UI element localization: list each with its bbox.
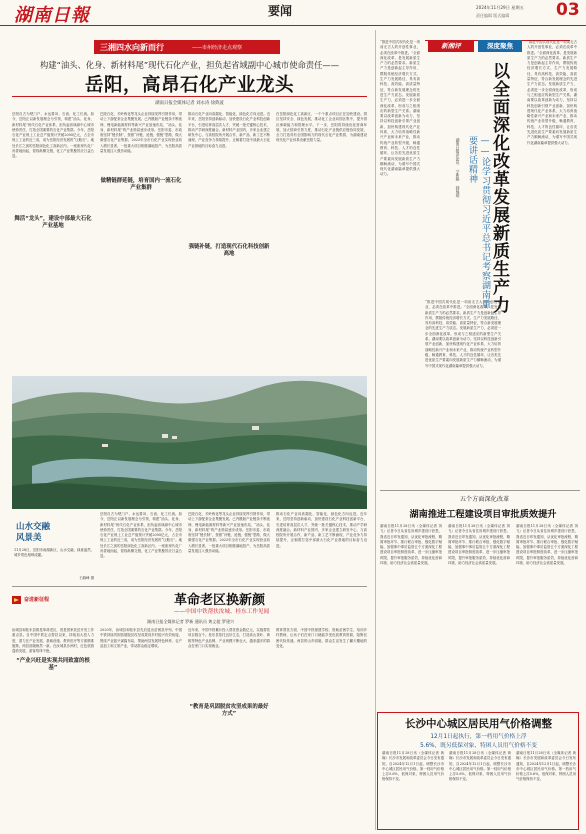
red-story-subhead-2: “教育是巩固脱贫攻坚成果的最好方式”: [188, 702, 270, 720]
lead-banner-subtitle: ——市州经济走点观察: [192, 44, 243, 51]
photo-adjacent-text-2: 巴陵石化、长岭炼化等龙头企业持续发挥引领作用，带动上下游配套企业集聚发展。己内酰胺产业链条不断延伸，锂电新能源材料等新兴产业加速布局，“油头、化身、新材料尾”的产业格局逐步成形。岳阳市委、市政府坚持“链长制”，按照“补链、延链、强链”思路，做大做强石化产业集群。2023年全市石化产业实现营业收入增长显著，一批重大项目相继落地投产，为岳阳高质量发展注入强劲动能。: [188, 512, 270, 554]
photo-credit: 石晓峰 摄: [79, 576, 94, 580]
landscape-photo: [12, 376, 367, 509]
feature-body-lower: “推进中国式现代化是一项前无古人的开创性事业，必须在改革中推进。”全面深化改革，是发展新质生产力的必然要求。新质生产力是创新起主导作用，摆脱传统经济增长方式、生产力发展路径，具有高科技、高效能、高质量特征，符合新发展理念的先进生产力质态。发展新质生产力，必须进一步全面深化改革，形成与之相适应的新型生产关系。湖南要以改革创新为动力，坚持以科技创新引领产业创新，加快构建现代化产业体系，大力培育战略性新兴产业和未来产业，推动传统产业转型升级，畅通教育、科技、人才的良性循环，让各类先进优质生产要素向发展新质生产力顺畅流动，为谱写中国式现代化湖南篇章提供强大动力。: [425, 300, 501, 368]
gas-price-subtitle-1: 12月1日起执行，第一档用气价格上浮: [430, 734, 527, 740]
gas-price-column-1: 湖南日报11月28日讯（全媒体记者 黄娴）长沙市发展和改革委员会今日发布通知，自2024年12月1日起，调整长沙市中心城区居民用气价格。第一档用气价格上浮5.6%，低保对象、特困人员用气价格保持不变。: [382, 751, 444, 782]
reform-column-2: 湖南日报11月28日讯（全媒体记者 刘飞）记者今日从省住房城乡建设厅获悉，我省近日印发通知，从优化审批流程、精简审批环节、推行联合审批、强化数字赋能、加强事中事后监管五个方面深化工程建设项目审批制度改革，进一步压缩审批时限，提升审批服务质效，持续优化营商环境，助力经济社会高质量发展。: [448, 524, 510, 566]
feature-tag-secondary: 深度聚焦: [478, 40, 522, 52]
lead-byline: 湖南日报全媒体记者 刘永涛 徐典波: [155, 101, 224, 106]
feature-tag-primary: 新湘评: [428, 40, 474, 52]
photo-caption-text: 11月28日，岳阳市南湖新区，山水交融，绿意盎然，城乡景色相映成趣。: [14, 548, 94, 558]
lead-column-4: 在岳阳绿色化工高新区，一个个重点项目正在加快建设。园区坚持安全、绿色发展，推动化工企业向园区集中，提升园区承载能力和管理水平。下一步，岳阳将持续优化营商环境，加大招商引资力度，推动石化产业链供应链协同发展，全力打造具有全国影响力的现代石化产业集群，为湖南建设现代化产业体系贡献岳阳力量。: [276, 112, 367, 143]
reform-column-3: 湖南日报11月28日讯（全媒体记者 刘飞）记者今日从省住房城乡建设厅获悉，我省近日印发通知，从优化审批流程、精简审批环节、推行联合审批、强化数字赋能、加强事中事后监管五个方面深化工程建设项目审批制度改革，进一步压缩审批时限，提升审批服务质效，持续优化营商环境，助力经济社会高质量发展。: [516, 524, 578, 566]
lead-column-1: 岳阳自古为楚门户、水运要冲，石油、化工长流。如今，岳阳正以新发展理念为引领，构建“油头、化身、新材料尾”现代石化产业体系，担负起省域副中心城市使命责任，打造全国重要的石化产业集群。今年，岳阳石化产业规上工业总产值预计突破2000亿元，占全市规上工业的近三成，成为岳阳经济发展的“压舱石”。地处长江之滨的岳阳绿色化工高新区内，一座座现代化厂房拔地而起，管线纵横交错，化工产业集聚效应日益凸显。: [12, 112, 94, 159]
photo-adjacent-text-1: 岳阳自古为楚门户、水运要冲，石油、化工长流。如今，岳阳正以新发展理念为引领，构建“油头、化身、新材料尾”现代石化产业体系，担负起省域副中心城市使命责任，打造全国重要的石化产业集群。今年，岳阳石化产业规上工业总产值预计突破2000亿元，占全市规上工业的近三成，成为岳阳经济发展的“压舱石”。地处长江之滨的岳阳绿色化工高新区内，一座座现代化厂房拔地而起，管线纵横交错，化工产业集聚效应日益凸显。: [100, 512, 182, 559]
red-story-column-3: 近年来，中国中铁累计投入帮扶资金数亿元，实施帮扶项目数百个。桂东县依托良好生态，打造高山茶叶、黄桃等特色产业品牌，产业规模不断壮大，越来越多的群众在家门口实现就业。: [188, 628, 270, 648]
lead-banner-title: 三湘四水向新而行: [100, 42, 164, 52]
red-story-byline: 湖南日报全媒体记者 罗新 通讯员 黄义超 罗建兴: [147, 619, 235, 624]
paper-name: 湖南日報: [14, 5, 90, 26]
photo-adjacent-text-3: 推动石化产业向高端化、智能化、绿色化方向迈进。近年来，岳阳坚持创新驱动，加快建设石化产业科技创新平台，引进培育高层次人才，突破一批关键核心技术，推动产学研深度融合。新材料产业园内，多家企业建立研发中心，与高校院所开展合作，新产品、新工艺不断涌现，产业竞争力持续提升，正朝着打造中部最大石化产业基地的目标奋力迈进。: [276, 512, 367, 548]
page-number: 03: [556, 0, 580, 20]
red-story-column-1: 汝城县和桂东县都是革命老区，曾是国家扶贫开发工作重点县。自中国中铁定点帮扶以来，持续加大投入力度，着力在产业发展、基础设施、教育医疗等方面精准施策，两县面貌焕然一新。在汝城县沙洲村，红色旅游蓬勃发展，游客络绎不绝。: [12, 628, 94, 654]
gas-price-column-3: 湖南日报11月28日讯（全媒体记者 黄娴）长沙市发展和改革委员会今日发布通知，自2024年12月1日起，调整长沙市中心城区居民用气价格。第一档用气价格上浮5.6%，低保对象、特困人员用气价格保持不变。: [516, 751, 576, 782]
red-story-column-4: 教育帮扶方面，中国中铁援建学校、资助贫困学生、培训乡村教师，让孩子们在家门口就能享受优质教育资源，阻断贫困代际传递。两县的山乡面貌、群众生活发生了翻天覆地的变化。: [276, 628, 367, 648]
column-divider-lower: [375, 490, 376, 830]
section-title: 要闻: [268, 4, 293, 18]
gas-price-headline: 长沙中心城区居民用气价格调整: [405, 718, 552, 730]
lead-rule: [12, 96, 367, 97]
reform-column-1: 湖南日报11月28日讯（全媒体记者 刘飞）记者今日从省住房城乡建设厅获悉，我省近日印发通知，从优化审批流程、精简审批环节、推行联合审批、强化数字赋能、加强事中事后监管五个方面深化工程建设项目审批制度改革，进一步压缩审批时限，提升审批服务质效，持续优化营商环境，助力经济社会高质量发展。: [380, 524, 442, 566]
issue-editors: 责任编辑 版式编辑: [476, 13, 510, 18]
reform-headline: 湖南推进工程建设项目审批质效提升: [409, 509, 557, 520]
reform-kicker: 五个方面深化改革: [459, 496, 510, 503]
feature-subtitle: ——论学习贯彻习近平总书记考察湖南重要讲话精神: [467, 136, 490, 309]
red-story-subhead-1: “产业兴旺是实现共同致富的根基”: [12, 656, 94, 674]
feature-body-left: “推进中国式现代化是一项前无古人的开创性事业，必须在改革中推进。”全面深化改革，是发展新质生产力的必然要求。新质生产力是创新起主导作用，摆脱传统经济增长方式、生产力发展路径，具有高科技、高效能、高质量特征，符合新发展理念的先进生产力质态。发展新质生产力，必须进一步全面深化改革，形成与之相适应的新型生产关系。湖南要以改革创新为动力，坚持以科技创新引领产业创新，加快构建现代化产业体系，大力培育战略性新兴产业和未来产业，推动传统产业转型升级，畅通教育、科技、人才的良性循环，让各类先进优质生产要素向发展新质生产力顺畅流动，为谱写中国式现代化湖南篇章提供强大动力。: [380, 40, 420, 177]
feature-body-right: “推进中国式现代化是一项前无古人的开创性事业，必须在改革中推进。”全面深化改革，是发展新质生产力的必然要求。新质生产力是创新起主导作用，摆脱传统经济增长方式、生产力发展路径，具有高科技、高效能、高质量特征，符合新发展理念的先进生产力质态。发展新质生产力，必须进一步全面深化改革，形成与之相适应的新型生产关系。湖南要以改革创新为动力，坚持以科技创新引领产业创新，加快构建现代化产业体系，大力培育战略性新兴产业和未来产业，推动传统产业转型升级，畅通教育、科技、人才的良性循环，让各类先进优质生产要素向发展新质生产力顺畅流动，为谱写中国式现代化湖南篇章提供强大动力。: [527, 40, 577, 145]
column-divider: [375, 30, 376, 490]
red-story-column-2: 2020年，汝城县和桂东县先后退出贫困县序列。中国中铁持续巩固拓展脱贫攻坚成果同乡村振兴有效衔接，围绕产业振兴谋篇布局，帮助两县发展特色种养、农产品加工和文旅产业，带动群众稳定增收。: [100, 628, 182, 648]
photo-caption-title: [16, 522, 50, 544]
issue-date: 2024年11月29日 星期五: [476, 5, 524, 10]
feature-byline: 湖南日报评论员 宁新路 钟福炳: [456, 138, 461, 198]
photo-caption-title-line-1: 山水交融: [16, 522, 51, 532]
lead-column-3: 推动石化产业向高端化、智能化、绿色化方向迈进。近年来，岳阳坚持创新驱动，加快建设石化产业科技创新平台，引进培育高层次人才，突破一批关键核心技术，推动产学研深度融合。新材料产业园内，多家企业建立研发中心，与高校院所开展合作，新产品、新工艺不断涌现，产业竞争力持续提升，正朝着打造中部最大石化产业基地的目标奋力迈进。: [188, 112, 270, 148]
gas-price-column-2: 湖南日报11月28日讯（全媒体记者 黄娴）长沙市发展和改革委员会今日发布通知，自2024年12月1日起，调整长沙市中心城区居民用气价格。第一档用气价格上浮5.6%，低保对象、特困人员用气价格保持不变。: [449, 751, 511, 782]
lead-kicker: 构建“油头、化身、新材料尾”现代石化产业，担负起省域副中心城市使命责任——: [40, 60, 339, 70]
gas-price-subtitle-2: 5.6%，既另低保对象、特困人员用气价格不变: [420, 743, 537, 749]
red-story-headline: 革命老区换新颜: [174, 593, 266, 608]
lead-subhead-3: 强链补链，打造现代石化科技创新高地: [188, 242, 270, 260]
reform-top-rule: [380, 490, 580, 491]
lead-headline: 岳阳，高昂石化产业龙头: [84, 75, 294, 96]
red-logo-text: 奋进新征程: [24, 597, 50, 603]
lead-column-2: 巴陵石化、长岭炼化等龙头企业持续发挥引领作用，带动上下游配套企业集聚发展。己内酰胺产业链条不断延伸，锂电新能源材料等新兴产业加速布局，“油头、化身、新材料尾”的产业格局逐步成形。岳阳市委、市政府坚持“链长制”，按照“补链、延链、强链”思路，做大做强石化产业集群。2023年全市石化产业实现营业收入增长显著，一批重大项目相继落地投产，为岳阳高质量发展注入强劲动能。: [100, 112, 182, 154]
section-divider: [12, 586, 367, 587]
red-story-subtitle: ——中国中铁帮扶汝城、桂东工作见闻: [174, 609, 270, 615]
feature-title: 以全面深化改革发展新质生产力: [489, 62, 509, 314]
lead-subhead-1: 舞活“龙头”，建设中部最大石化产业基地: [12, 214, 94, 232]
photo-caption-title-line-2: 风景美: [16, 533, 42, 543]
lead-subhead-2: 做精链群延链，培育国内一流石化产业集群: [100, 176, 182, 194]
